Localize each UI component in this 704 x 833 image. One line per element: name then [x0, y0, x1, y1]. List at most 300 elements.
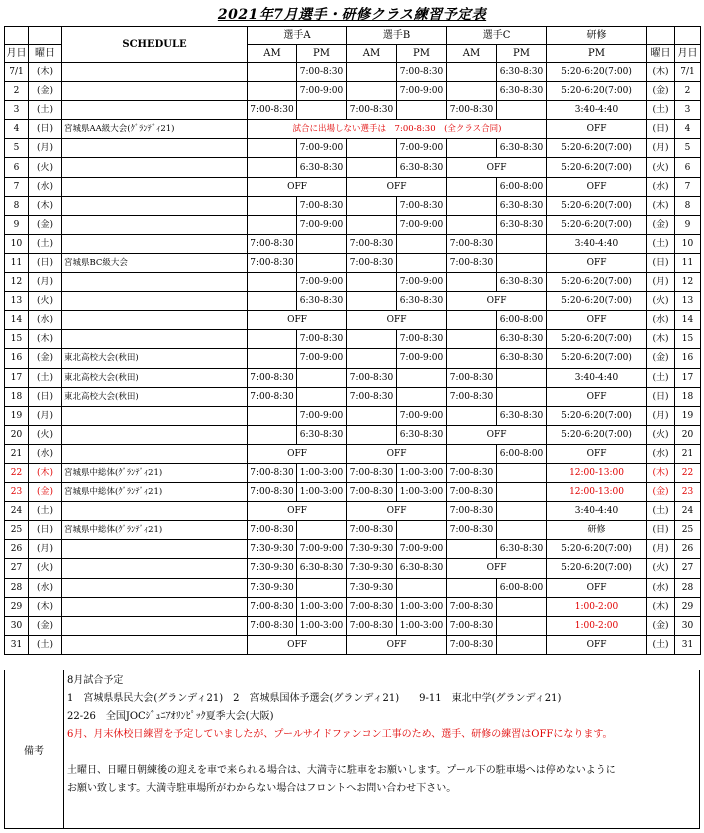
group-b-pm-cell: 1:00-3:00	[397, 616, 447, 635]
group-a-pm-cell: 7:00-8:30	[297, 63, 347, 82]
kenshu-cell: OFF	[547, 578, 647, 597]
group-c-am-cell: 7:00-8:30	[447, 483, 497, 502]
date-right-cell: 28	[675, 578, 701, 597]
weekday-right-cell: (月)	[647, 273, 675, 292]
group-c-am-cell	[447, 311, 497, 330]
date-cell: 8	[5, 196, 29, 215]
kenshu-cell: 5:20-6:20(7:00)	[547, 540, 647, 559]
date-cell: 5	[5, 139, 29, 158]
group-b-pm-cell: 7:00-9:00	[397, 273, 447, 292]
date-right-cell: 8	[675, 196, 701, 215]
group-a-off-cell: OFF	[248, 635, 347, 654]
group-c-pm-cell	[497, 635, 547, 654]
group-a-pm-cell: 6:30-8:30	[297, 559, 347, 578]
schedule-cell	[62, 63, 248, 82]
date-cell: 23	[5, 483, 29, 502]
kenshu-cell: 3:40-4:40	[547, 234, 647, 253]
date-right-cell: 29	[675, 597, 701, 616]
group-b-pm-cell: 6:30-8:30	[397, 425, 447, 444]
weekday-right-cell: (木)	[647, 196, 675, 215]
group-a-pm-cell: 6:30-8:30	[297, 292, 347, 311]
weekday-right-cell: (日)	[647, 521, 675, 540]
table-row	[5, 158, 701, 177]
group-a-pm-cell: 7:00-9:00	[297, 139, 347, 158]
group-b-pm-cell	[397, 387, 447, 406]
weekday-cell: (木)	[29, 597, 62, 616]
group-c-pm-cell: 6:30-8:30	[497, 540, 547, 559]
group-c-am-cell: 7:00-8:30	[447, 597, 497, 616]
group-b-off-cell: OFF	[347, 635, 447, 654]
weekday-cell: (木)	[29, 63, 62, 82]
group-b-am-cell: 7:00-8:30	[347, 101, 397, 120]
group-b-pm-cell: 7:00-9:00	[397, 349, 447, 368]
schedule-cell	[62, 311, 248, 330]
group-b-am-cell	[347, 406, 397, 425]
group-b-pm-cell: 6:30-8:30	[397, 559, 447, 578]
table-row	[5, 215, 701, 234]
group-a-am-cell	[248, 406, 297, 425]
schedule-cell	[62, 234, 248, 253]
group-b-pm-cell	[397, 521, 447, 540]
group-b-am-cell: 7:30-9:30	[347, 578, 397, 597]
schedule-cell	[62, 82, 248, 101]
group-c-am-cell: 7:00-8:30	[447, 253, 497, 272]
weekday-right-cell: (火)	[647, 158, 675, 177]
date-right-cell: 13	[675, 292, 701, 311]
table-row	[5, 63, 701, 82]
weekday-right-cell: (木)	[647, 463, 675, 482]
weekday-cell: (日)	[29, 387, 62, 406]
date-right-cell: 23	[675, 483, 701, 502]
table-row	[5, 444, 701, 463]
weekday-right-cell: (土)	[647, 635, 675, 654]
date-cell: 22	[5, 463, 29, 482]
group-a-pm-cell: 1:00-3:00	[297, 597, 347, 616]
table-row	[5, 425, 701, 444]
group-a-am-cell: 7:30-9:30	[248, 578, 297, 597]
table-row	[5, 234, 701, 253]
group-c-am-cell: 7:00-8:30	[447, 635, 497, 654]
date-right-cell: 17	[675, 368, 701, 387]
table-row	[5, 177, 701, 196]
table-row	[5, 578, 701, 597]
kenshu-cell: 3:40-4:40	[547, 101, 647, 120]
group-b-am-cell: 7:30-9:30	[347, 559, 397, 578]
weekday-cell: (月)	[29, 139, 62, 158]
group-b-am-cell: 7:00-8:30	[347, 463, 397, 482]
date-right-cell: 25	[675, 521, 701, 540]
weekday-cell: (日)	[29, 521, 62, 540]
group-b-off-cell: OFF	[347, 311, 447, 330]
kenshu-cell: OFF	[547, 635, 647, 654]
kenshu-cell: 5:20-6:20(7:00)	[547, 330, 647, 349]
group-b-pm-cell	[397, 578, 447, 597]
group-c-off-cell: OFF	[447, 425, 547, 444]
weekday-cell: (木)	[29, 330, 62, 349]
header-pm-a: PM	[297, 45, 347, 63]
weekday-right-cell: (金)	[647, 82, 675, 101]
kenshu-cell: 3:40-4:40	[547, 502, 647, 521]
group-c-am-cell	[447, 177, 497, 196]
weekday-cell: (土)	[29, 502, 62, 521]
group-b-pm-cell: 7:00-9:00	[397, 406, 447, 425]
date-cell: 11	[5, 253, 29, 272]
group-c-pm-cell: 6:00-8:00	[497, 311, 547, 330]
group-a-pm-cell	[297, 253, 347, 272]
group-c-am-cell: 7:00-8:30	[447, 521, 497, 540]
date-right-cell: 18	[675, 387, 701, 406]
date-cell: 31	[5, 635, 29, 654]
table-row	[5, 273, 701, 292]
group-c-pm-cell: 6:30-8:30	[497, 82, 547, 101]
schedule-cell	[62, 330, 248, 349]
group-a-off-cell: OFF	[248, 311, 347, 330]
date-right-cell: 5	[675, 139, 701, 158]
weekday-right-cell: (月)	[647, 406, 675, 425]
weekday-right-cell: (木)	[647, 330, 675, 349]
date-cell: 24	[5, 502, 29, 521]
group-a-am-cell	[248, 349, 297, 368]
group-b-pm-cell: 7:00-9:00	[397, 215, 447, 234]
group-a-pm-cell	[297, 387, 347, 406]
group-c-am-cell	[447, 215, 497, 234]
group-a-am-cell: 7:00-8:30	[248, 521, 297, 540]
group-b-am-cell	[347, 273, 397, 292]
weekday-right-cell: (土)	[647, 101, 675, 120]
kenshu-cell: 5:20-6:20(7:00)	[547, 349, 647, 368]
group-a-am-cell: 7:00-8:30	[248, 463, 297, 482]
weekday-cell: (水)	[29, 444, 62, 463]
header-am-a: AM	[248, 45, 297, 63]
weekday-cell: (水)	[29, 578, 62, 597]
remarks-line: 22-26 全国JOCｼﾞｭﾆｱｵﾘﾝﾋﾟｯｸ夏季大会(大阪)	[67, 711, 274, 722]
date-right-cell: 21	[675, 444, 701, 463]
schedule-cell	[62, 101, 248, 120]
weekday-right-cell: (土)	[647, 368, 675, 387]
group-b-am-cell: 7:00-8:30	[347, 368, 397, 387]
group-c-pm-cell	[497, 502, 547, 521]
schedule-cell: 宮城県中総体(ｸﾞﾗﾝﾃﾞｨ21)	[62, 463, 248, 482]
schedule-cell	[62, 273, 248, 292]
header-am-c: AM	[447, 45, 497, 63]
remarks-line: 土曜日、日曜日朝練後の迎えを車で来られる場合は、大満寺に駐車をお願いします。プール下の駐車場へは停めないように	[67, 765, 616, 776]
page-title: 2021年7月選手・研修クラス練習予定表	[217, 7, 487, 23]
header-schedule: SCHEDULE	[62, 27, 248, 63]
date-cell: 4	[5, 120, 29, 139]
date-cell: 16	[5, 349, 29, 368]
date-right-cell: 6	[675, 158, 701, 177]
group-a-pm-cell	[297, 521, 347, 540]
table-row	[5, 120, 701, 139]
kenshu-cell: 5:20-6:20(7:00)	[547, 63, 647, 82]
group-a-am-cell: 7:00-8:30	[248, 597, 297, 616]
remarks-line: お願い致します。大満寺駐車場所がわからない場合はフロントへお問い合わせ下さい。	[67, 783, 457, 794]
group-c-am-cell	[447, 540, 497, 559]
group-c-pm-cell	[497, 253, 547, 272]
table-row	[5, 559, 701, 578]
date-cell: 7/1	[5, 63, 29, 82]
table-row	[5, 540, 701, 559]
group-a-pm-cell: 7:00-9:00	[297, 406, 347, 425]
weekday-cell: (金)	[29, 349, 62, 368]
group-c-pm-cell	[497, 616, 547, 635]
group-b-am-cell: 7:00-8:30	[347, 483, 397, 502]
group-b-am-cell: 7:00-8:30	[347, 387, 397, 406]
group-c-am-cell: 7:00-8:30	[447, 234, 497, 253]
group-b-am-cell	[347, 425, 397, 444]
header-month	[5, 27, 29, 45]
table-row	[5, 463, 701, 482]
group-c-pm-cell: 6:30-8:30	[497, 215, 547, 234]
date-right-cell: 31	[675, 635, 701, 654]
date-cell: 10	[5, 234, 29, 253]
date-cell: 20	[5, 425, 29, 444]
table-row	[5, 330, 701, 349]
weekday-right-cell: (水)	[647, 578, 675, 597]
table-row	[5, 483, 701, 502]
group-a-pm-cell: 7:00-9:00	[297, 540, 347, 559]
date-right-cell: 15	[675, 330, 701, 349]
weekday-cell: (月)	[29, 273, 62, 292]
group-b-am-cell	[347, 196, 397, 215]
header-group-kenshu: 研修	[547, 27, 647, 45]
kenshu-cell: 5:20-6:20(7:00)	[547, 292, 647, 311]
weekday-cell: (土)	[29, 368, 62, 387]
group-c-pm-cell	[497, 387, 547, 406]
group-b-off-cell: OFF	[347, 502, 447, 521]
group-b-am-cell	[347, 63, 397, 82]
header-month-right-top	[675, 27, 701, 45]
group-a-off-cell: OFF	[248, 502, 347, 521]
group-b-pm-cell	[397, 234, 447, 253]
group-b-off-cell: OFF	[347, 177, 447, 196]
group-c-am-cell	[447, 82, 497, 101]
group-b-pm-cell: 1:00-3:00	[397, 483, 447, 502]
kenshu-cell: 5:20-6:20(7:00)	[547, 406, 647, 425]
kenshu-cell: 1:00-2:00	[547, 597, 647, 616]
date-cell: 3	[5, 101, 29, 120]
weekday-right-cell: (木)	[647, 63, 675, 82]
group-a-pm-cell: 7:00-9:00	[297, 349, 347, 368]
group-b-am-cell	[347, 158, 397, 177]
header-pm-kenshu: PM	[547, 45, 647, 63]
kenshu-cell: 5:20-6:20(7:00)	[547, 82, 647, 101]
kenshu-cell: OFF	[547, 444, 647, 463]
weekday-right-cell: (金)	[647, 483, 675, 502]
schedule-cell	[62, 406, 248, 425]
weekday-right-cell: (月)	[647, 139, 675, 158]
date-cell: 18	[5, 387, 29, 406]
date-cell: 6	[5, 158, 29, 177]
group-b-pm-cell: 6:30-8:30	[397, 158, 447, 177]
group-c-off-cell: OFF	[447, 559, 547, 578]
group-b-am-cell: 7:00-8:30	[347, 616, 397, 635]
weekday-right-cell: (火)	[647, 425, 675, 444]
schedule-cell: 東北高校大会(秋田)	[62, 368, 248, 387]
group-a-pm-cell: 6:30-8:30	[297, 425, 347, 444]
date-cell: 25	[5, 521, 29, 540]
group-c-pm-cell: 6:30-8:30	[497, 330, 547, 349]
date-right-cell: 22	[675, 463, 701, 482]
header-pm-b: PM	[397, 45, 447, 63]
group-a-pm-cell: 7:00-9:00	[297, 82, 347, 101]
group-b-pm-cell: 7:00-9:00	[397, 82, 447, 101]
group-c-pm-cell	[497, 234, 547, 253]
schedule-cell	[62, 444, 248, 463]
remarks-line: 8月試合予定	[67, 675, 124, 686]
date-cell: 15	[5, 330, 29, 349]
group-c-pm-cell: 6:30-8:30	[497, 196, 547, 215]
group-c-pm-cell	[497, 463, 547, 482]
table-row	[5, 368, 701, 387]
table-row	[5, 502, 701, 521]
group-a-pm-cell: 1:00-3:00	[297, 483, 347, 502]
weekday-right-cell: (日)	[647, 120, 675, 139]
group-c-pm-cell	[497, 483, 547, 502]
schedule-cell: 宮城県中総体(ｸﾞﾗﾝﾃﾞｨ21)	[62, 521, 248, 540]
header-pm-c: PM	[497, 45, 547, 63]
date-cell: 21	[5, 444, 29, 463]
date-cell: 27	[5, 559, 29, 578]
group-c-pm-cell	[497, 368, 547, 387]
date-right-cell: 26	[675, 540, 701, 559]
group-a-am-cell	[248, 215, 297, 234]
schedule-table	[4, 26, 701, 655]
weekday-cell: (月)	[29, 540, 62, 559]
schedule-cell	[62, 158, 248, 177]
weekday-right-cell: (日)	[647, 253, 675, 272]
header-group-c: 選手C	[447, 27, 547, 45]
date-right-cell: 14	[675, 311, 701, 330]
group-a-am-cell	[248, 63, 297, 82]
table-row	[5, 406, 701, 425]
table-row	[5, 616, 701, 635]
date-right-cell: 7	[675, 177, 701, 196]
group-b-pm-cell: 1:00-3:00	[397, 463, 447, 482]
schedule-cell	[62, 139, 248, 158]
schedule-cell	[62, 540, 248, 559]
group-c-am-cell: 7:00-8:30	[447, 101, 497, 120]
group-c-off-cell: OFF	[447, 158, 547, 177]
date-cell: 28	[5, 578, 29, 597]
date-cell: 19	[5, 406, 29, 425]
date-cell: 12	[5, 273, 29, 292]
kenshu-cell: 1:00-2:00	[547, 616, 647, 635]
date-cell: 7	[5, 177, 29, 196]
date-right-cell: 2	[675, 82, 701, 101]
date-cell: 29	[5, 597, 29, 616]
group-b-am-cell	[347, 330, 397, 349]
group-a-am-cell	[248, 330, 297, 349]
group-a-pm-cell: 1:00-3:00	[297, 463, 347, 482]
group-c-off-cell: OFF	[447, 292, 547, 311]
group-a-pm-cell: 7:00-9:00	[297, 215, 347, 234]
date-cell: 13	[5, 292, 29, 311]
table-row	[5, 349, 701, 368]
group-a-am-cell: 7:00-8:30	[248, 387, 297, 406]
kenshu-cell: 5:20-6:20(7:00)	[547, 196, 647, 215]
group-a-am-cell	[248, 158, 297, 177]
group-c-am-cell	[447, 406, 497, 425]
date-right-cell: 30	[675, 616, 701, 635]
group-a-am-cell: 7:00-8:30	[248, 234, 297, 253]
group-c-am-cell	[447, 139, 497, 158]
date-right-cell: 27	[675, 559, 701, 578]
weekday-cell: (金)	[29, 616, 62, 635]
group-b-am-cell: 7:00-8:30	[347, 234, 397, 253]
header-month-day: 月日	[5, 45, 29, 63]
group-c-am-cell	[447, 349, 497, 368]
kenshu-cell: 3:40-4:40	[547, 368, 647, 387]
weekday-cell: (金)	[29, 215, 62, 234]
schedule-cell: 東北高校大会(秋田)	[62, 349, 248, 368]
kenshu-cell: OFF	[547, 311, 647, 330]
group-b-pm-cell: 7:00-9:00	[397, 540, 447, 559]
group-c-pm-cell: 6:30-8:30	[497, 273, 547, 292]
weekday-right-cell: (金)	[647, 349, 675, 368]
date-right-cell: 19	[675, 406, 701, 425]
group-b-pm-cell: 1:00-3:00	[397, 597, 447, 616]
group-b-pm-cell	[397, 368, 447, 387]
kenshu-cell: OFF	[547, 177, 647, 196]
weekday-right-cell: (土)	[647, 234, 675, 253]
group-a-pm-cell	[297, 101, 347, 120]
group-a-pm-cell: 6:30-8:30	[297, 158, 347, 177]
table-row	[5, 196, 701, 215]
group-b-pm-cell: 7:00-8:30	[397, 330, 447, 349]
weekday-right-cell: (火)	[647, 292, 675, 311]
group-a-am-cell: 7:00-8:30	[248, 483, 297, 502]
schedule-cell	[62, 215, 248, 234]
group-b-am-cell	[347, 292, 397, 311]
weekday-cell: (木)	[29, 463, 62, 482]
group-c-am-cell: 7:00-8:30	[447, 616, 497, 635]
kenshu-cell: 研修	[547, 521, 647, 540]
group-c-pm-cell	[497, 101, 547, 120]
schedule-cell	[62, 578, 248, 597]
group-c-am-cell	[447, 578, 497, 597]
date-right-cell: 7/1	[675, 63, 701, 82]
group-a-am-cell: 7:00-8:30	[248, 616, 297, 635]
schedule-cell	[62, 502, 248, 521]
date-right-cell: 16	[675, 349, 701, 368]
group-c-am-cell: 7:00-8:30	[447, 463, 497, 482]
group-c-am-cell	[447, 330, 497, 349]
weekday-cell: (火)	[29, 158, 62, 177]
weekday-right-cell: (水)	[647, 311, 675, 330]
weekday-cell: (火)	[29, 425, 62, 444]
table-row	[5, 387, 701, 406]
group-a-pm-cell: 7:00-8:30	[297, 330, 347, 349]
table-row	[5, 139, 701, 158]
table-row	[5, 292, 701, 311]
header-group-b: 選手B	[347, 27, 447, 45]
header-am-b: AM	[347, 45, 397, 63]
kenshu-cell: 5:20-6:20(7:00)	[547, 139, 647, 158]
group-b-am-cell: 7:00-8:30	[347, 521, 397, 540]
kenshu-cell: 5:20-6:20(7:00)	[547, 273, 647, 292]
group-b-pm-cell	[397, 253, 447, 272]
weekday-right-cell: (水)	[647, 444, 675, 463]
weekday-cell: (金)	[29, 483, 62, 502]
weekday-cell: (日)	[29, 120, 62, 139]
weekday-cell: (月)	[29, 406, 62, 425]
group-b-am-cell	[347, 349, 397, 368]
table-row	[5, 101, 701, 120]
remarks-line	[67, 744, 695, 762]
table-row	[5, 82, 701, 101]
schedule-cell	[62, 425, 248, 444]
